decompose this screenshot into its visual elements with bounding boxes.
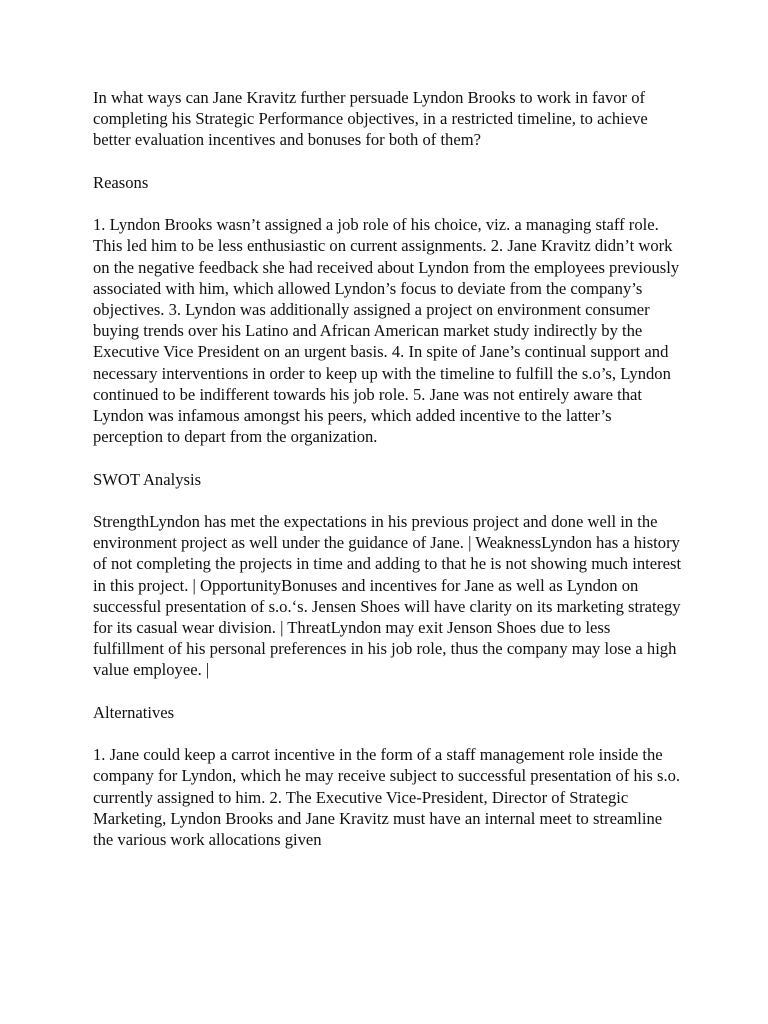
question-paragraph: In what ways can Jane Kravitz further persuade Lyndon Brooks to work in favor of completing his Strategic Performance objectives, in a restricted timeline, to achieve better evaluation incentives and bonuses for both of them? bbox=[93, 88, 648, 150]
document-body bbox=[93, 87, 683, 871]
swot-paragraph: StrengthLyndon has met the expectations in his previous project and done well in the environment project as well under the guidance of Jane. | WeaknessLyndon has a history of not completing the projects in time and adding to that he is not showing much interest in this project. | OpportunityBonuses and incentives for Jane as well as Lyndon on successful presentation of s.o.‘s. Jensen Shoes will have clarity on its marketing strategy for its casual wear division. | ThreatLyndon may exit Jenson Shoes due to less fulfillment of his personal preferences in his job role, thus the company may lose a high value employee. | bbox=[93, 512, 682, 680]
swot-heading: SWOT Analysis bbox=[93, 469, 202, 489]
reasons-paragraph: 1. Lyndon Brooks wasn’t assigned a job role of his choice, viz. a managing staff role. This led him to be less enthusiastic on current assignments. 2. Jane Kravitz didn’t work on the negative feedback she had received about Lyndon from the employees previously associated with him, which allowed Lyndon’s focus to deviate from the company’s objectives. 3. Lyndon was additionally assigned a project on environment consumer buying trends over his Latino and African American market study indirectly by the Executive Vice President on an urgent basis. 4. In spite of Jane’s continual support and necessary interventions in order to keep up with the timeline to fulfill the s.o’s, Lyndon continued to be indifferent towards his job role. 5. Jane was not entirely aware that Lyndon was infamous amongst his peers, which added incentive to the latter’s perception to depart from the organization. bbox=[93, 215, 680, 447]
alternatives-heading: Alternatives bbox=[93, 702, 175, 722]
alternatives-paragraph: 1. Jane could keep a carrot incentive in the form of a staff management role inside the company for Lyndon, which he may receive subject to successful presentation of his s.o. currently assigned to him. 2. The Executive Vice-President, Director of Strategic Marketing, Lyndon Brooks and Jane Kravitz must have an internal meet to streamline the various work allocations given bbox=[93, 745, 681, 850]
reasons-heading: Reasons bbox=[93, 172, 149, 192]
